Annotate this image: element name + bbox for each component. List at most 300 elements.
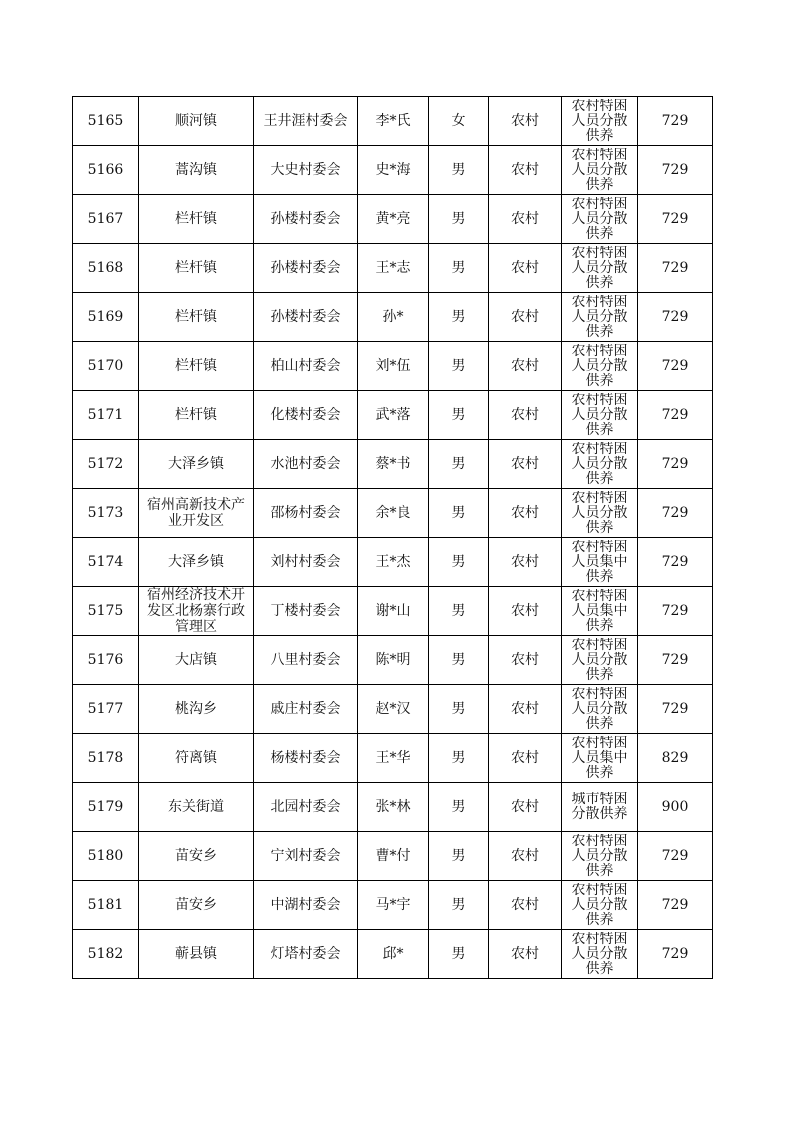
cell-village-committee (254, 587, 358, 636)
cell-serial-number (73, 538, 139, 587)
cell-person-name-text: 邱* (382, 946, 404, 962)
cell-amount (638, 342, 713, 391)
cell-person-name-text: 王*华 (375, 750, 411, 766)
cell-town-text: 蕲县镇 (175, 946, 217, 962)
cell-area-type (489, 97, 562, 146)
cell-support-category-text: 农村特困人员集中供养 (571, 588, 628, 634)
cell-amount-text: 729 (661, 946, 689, 962)
cell-support-category-text: 农村特困人员分散供养 (571, 441, 628, 487)
cell-village-committee-text: 邵杨村委会 (270, 505, 341, 521)
cell-serial-number-text: 5166 (87, 162, 124, 178)
cell-serial-number-text: 5174 (87, 554, 124, 570)
table-row (73, 685, 713, 734)
cell-amount-text: 729 (661, 211, 689, 227)
cell-serial-number-text: 5175 (87, 603, 124, 619)
cell-support-category-text: 农村特困人员分散供养 (571, 833, 628, 879)
cell-serial-number-text: 5182 (87, 946, 124, 962)
cell-person-name-text: 马*宇 (375, 897, 411, 913)
cell-support-category (562, 391, 638, 440)
cell-village-committee (254, 832, 358, 881)
cell-village-committee-text: 北园村委会 (270, 799, 341, 815)
cell-village-committee-text: 丁楼村委会 (270, 603, 341, 619)
cell-amount-text: 729 (661, 897, 689, 913)
cell-serial-number-text: 5165 (87, 113, 124, 129)
cell-support-category-text: 农村特困人员分散供养 (571, 931, 628, 977)
table-row (73, 587, 713, 636)
cell-amount-text: 729 (661, 505, 689, 521)
cell-support-category (562, 930, 638, 979)
cell-area-type-text: 农村 (511, 750, 539, 766)
cell-support-category (562, 293, 638, 342)
cell-amount (638, 195, 713, 244)
cell-serial-number (73, 930, 139, 979)
cell-town-text: 大店镇 (175, 652, 217, 668)
cell-village-committee-text: 灯塔村委会 (270, 946, 341, 962)
cell-town (139, 832, 254, 881)
cell-gender (429, 734, 489, 783)
cell-village-committee (254, 195, 358, 244)
cell-amount-text: 900 (661, 799, 689, 815)
cell-area-type-text: 农村 (511, 113, 539, 129)
table-row (73, 342, 713, 391)
cell-gender (429, 587, 489, 636)
cell-serial-number-text: 5170 (87, 358, 124, 374)
cell-area-type (489, 783, 562, 832)
cell-town-text: 苗安乡 (175, 848, 217, 864)
cell-gender-text: 男 (451, 603, 466, 619)
cell-area-type (489, 146, 562, 195)
cell-person-name (358, 440, 429, 489)
cell-village-committee-text: 柏山村委会 (270, 358, 341, 374)
cell-support-category (562, 881, 638, 930)
cell-gender (429, 930, 489, 979)
cell-person-name-text: 蔡*书 (375, 456, 411, 472)
cell-gender (429, 685, 489, 734)
cell-person-name (358, 832, 429, 881)
cell-serial-number (73, 489, 139, 538)
cell-serial-number (73, 734, 139, 783)
cell-support-category (562, 832, 638, 881)
cell-town (139, 146, 254, 195)
cell-town-text: 大泽乡镇 (168, 456, 224, 472)
cell-support-category (562, 587, 638, 636)
cell-support-category-text: 农村特困人员分散供养 (571, 98, 628, 144)
table-row (73, 489, 713, 538)
cell-person-name (358, 293, 429, 342)
table-row (73, 146, 713, 195)
cell-area-type (489, 930, 562, 979)
cell-support-category-text: 农村特困人员分散供养 (571, 294, 628, 340)
cell-village-committee-text: 水池村委会 (270, 456, 341, 472)
cell-area-type (489, 440, 562, 489)
cell-area-type-text: 农村 (511, 309, 539, 325)
table-row (73, 440, 713, 489)
cell-town-text: 栏杆镇 (175, 309, 217, 325)
cell-person-name (358, 244, 429, 293)
cell-amount-text: 729 (661, 848, 689, 864)
cell-person-name (358, 146, 429, 195)
cell-support-category (562, 489, 638, 538)
cell-gender-text: 男 (451, 554, 466, 570)
cell-amount (638, 636, 713, 685)
cell-person-name-text: 黄*亮 (375, 211, 411, 227)
cell-gender-text: 男 (451, 848, 466, 864)
cell-village-committee-text: 王井涯村委会 (263, 113, 348, 129)
cell-village-committee (254, 881, 358, 930)
cell-person-name-text: 余*良 (375, 505, 411, 521)
cell-gender-text: 男 (451, 309, 466, 325)
cell-support-category (562, 636, 638, 685)
cell-village-committee (254, 146, 358, 195)
cell-village-committee-text: 中湖村委会 (270, 897, 341, 913)
cell-village-committee (254, 685, 358, 734)
cell-serial-number-text: 5173 (87, 505, 124, 521)
cell-serial-number-text: 5167 (87, 211, 124, 227)
cell-town (139, 636, 254, 685)
cell-area-type (489, 244, 562, 293)
cell-support-category-text: 农村特困人员分散供养 (571, 343, 628, 389)
cell-person-name-text: 谢*山 (375, 603, 411, 619)
cell-person-name (358, 734, 429, 783)
cell-amount (638, 930, 713, 979)
cell-support-category-text: 农村特困人员分散供养 (571, 637, 628, 683)
cell-person-name (358, 636, 429, 685)
cell-village-committee-text: 化楼村委会 (270, 407, 341, 423)
table-body (73, 97, 713, 979)
cell-support-category (562, 734, 638, 783)
cell-amount (638, 538, 713, 587)
cell-support-category-text: 城市特困分散供养 (571, 792, 628, 822)
cell-serial-number-text: 5171 (87, 407, 124, 423)
cell-area-type-text: 农村 (511, 358, 539, 374)
cell-gender (429, 489, 489, 538)
cell-village-committee-text: 戚庄村委会 (270, 701, 341, 717)
cell-amount (638, 783, 713, 832)
cell-town-text: 栏杆镇 (175, 358, 217, 374)
table-row (73, 930, 713, 979)
cell-serial-number (73, 685, 139, 734)
cell-amount (638, 244, 713, 293)
cell-village-committee-text: 杨楼村委会 (270, 750, 341, 766)
cell-support-category-text: 农村特困人员集中供养 (571, 539, 628, 585)
cell-person-name-text: 曹*付 (375, 848, 411, 864)
cell-amount (638, 489, 713, 538)
cell-town-text: 栏杆镇 (175, 211, 217, 227)
cell-amount (638, 587, 713, 636)
table-row (73, 832, 713, 881)
cell-person-name-text: 王*志 (375, 260, 411, 276)
cell-person-name (358, 881, 429, 930)
cell-area-type (489, 489, 562, 538)
cell-support-category-text: 农村特困人员分散供养 (571, 245, 628, 291)
cell-town-text: 苗安乡 (175, 897, 217, 913)
cell-village-committee (254, 538, 358, 587)
cell-town (139, 391, 254, 440)
cell-person-name-text: 王*杰 (375, 554, 411, 570)
cell-amount-text: 729 (661, 554, 689, 570)
cell-person-name-text: 孙* (382, 309, 404, 325)
cell-gender-text: 男 (451, 211, 466, 227)
cell-area-type-text: 农村 (511, 603, 539, 619)
cell-town (139, 783, 254, 832)
cell-amount (638, 881, 713, 930)
cell-town (139, 489, 254, 538)
cell-town-text: 宿州高新技术产业开发区 (147, 497, 245, 529)
cell-village-committee (254, 734, 358, 783)
cell-amount (638, 832, 713, 881)
cell-area-type-text: 农村 (511, 505, 539, 521)
cell-serial-number (73, 636, 139, 685)
cell-village-committee-text: 孙楼村委会 (270, 211, 341, 227)
cell-gender (429, 195, 489, 244)
cell-serial-number (73, 97, 139, 146)
table-row (73, 538, 713, 587)
cell-village-committee (254, 244, 358, 293)
cell-support-category (562, 195, 638, 244)
cell-amount-text: 729 (661, 309, 689, 325)
cell-gender (429, 391, 489, 440)
cell-person-name-text: 陈*明 (375, 652, 411, 668)
cell-amount (638, 440, 713, 489)
cell-amount-text: 729 (661, 456, 689, 472)
cell-area-type (489, 391, 562, 440)
cell-town (139, 342, 254, 391)
cell-town (139, 685, 254, 734)
cell-amount (638, 97, 713, 146)
table-row (73, 636, 713, 685)
cell-gender (429, 342, 489, 391)
cell-area-type (489, 587, 562, 636)
cell-amount (638, 391, 713, 440)
cell-village-committee (254, 293, 358, 342)
cell-gender-text: 男 (451, 260, 466, 276)
cell-gender-text: 男 (451, 407, 466, 423)
cell-serial-number-text: 5177 (87, 701, 124, 717)
cell-village-committee (254, 930, 358, 979)
cell-area-type-text: 农村 (511, 260, 539, 276)
cell-person-name (358, 489, 429, 538)
cell-village-committee (254, 489, 358, 538)
cell-support-category-text: 农村特困人员分散供养 (571, 196, 628, 242)
cell-gender (429, 293, 489, 342)
cell-support-category (562, 97, 638, 146)
table-row (73, 783, 713, 832)
cell-amount-text: 729 (661, 162, 689, 178)
cell-gender (429, 440, 489, 489)
cell-serial-number (73, 244, 139, 293)
cell-serial-number (73, 881, 139, 930)
cell-village-committee-text: 八里村委会 (270, 652, 341, 668)
cell-gender-text: 男 (451, 162, 466, 178)
cell-serial-number-text: 5179 (87, 799, 124, 815)
cell-support-category (562, 440, 638, 489)
cell-person-name (358, 97, 429, 146)
cell-town (139, 930, 254, 979)
cell-support-category (562, 538, 638, 587)
table-row (73, 195, 713, 244)
cell-serial-number-text: 5168 (87, 260, 124, 276)
cell-town-text: 大泽乡镇 (168, 554, 224, 570)
cell-town-text: 桃沟乡 (175, 701, 217, 717)
cell-serial-number-text: 5178 (87, 750, 124, 766)
cell-town-text: 符离镇 (175, 750, 217, 766)
cell-area-type-text: 农村 (511, 848, 539, 864)
cell-gender (429, 881, 489, 930)
cell-town-text: 顺河镇 (175, 113, 217, 129)
cell-person-name (358, 195, 429, 244)
cell-support-category-text: 农村特困人员分散供养 (571, 686, 628, 732)
cell-gender (429, 538, 489, 587)
cell-serial-number-text: 5172 (87, 456, 124, 472)
cell-person-name (358, 538, 429, 587)
cell-area-type-text: 农村 (511, 162, 539, 178)
cell-support-category (562, 342, 638, 391)
cell-area-type-text: 农村 (511, 701, 539, 717)
cell-amount (638, 293, 713, 342)
cell-village-committee-text: 宁刘村委会 (270, 848, 341, 864)
cell-town (139, 293, 254, 342)
cell-area-type (489, 342, 562, 391)
cell-serial-number-text: 5176 (87, 652, 124, 668)
cell-area-type (489, 195, 562, 244)
cell-support-category (562, 685, 638, 734)
cell-support-category-text: 农村特困人员集中供养 (571, 735, 628, 781)
cell-village-committee (254, 391, 358, 440)
cell-area-type-text: 农村 (511, 211, 539, 227)
cell-gender-text: 男 (451, 358, 466, 374)
cell-gender (429, 636, 489, 685)
cell-support-category-text: 农村特困人员分散供养 (571, 882, 628, 928)
cell-area-type (489, 685, 562, 734)
cell-person-name-text: 张*林 (375, 799, 411, 815)
cell-serial-number (73, 832, 139, 881)
cell-support-category (562, 146, 638, 195)
cell-area-type (489, 832, 562, 881)
cell-serial-number (73, 293, 139, 342)
cell-town-text: 东关街道 (168, 799, 224, 815)
cell-serial-number (73, 342, 139, 391)
cell-person-name-text: 赵*汉 (375, 701, 411, 717)
cell-amount-text: 729 (661, 652, 689, 668)
cell-town (139, 734, 254, 783)
cell-amount (638, 734, 713, 783)
cell-person-name-text: 刘*伍 (375, 358, 411, 374)
cell-person-name-text: 李*氏 (375, 113, 411, 129)
cell-area-type (489, 293, 562, 342)
cell-village-committee (254, 783, 358, 832)
cell-area-type (489, 538, 562, 587)
cell-gender-text: 男 (451, 456, 466, 472)
cell-serial-number (73, 391, 139, 440)
cell-support-category-text: 农村特困人员分散供养 (571, 147, 628, 193)
cell-serial-number (73, 783, 139, 832)
cell-person-name (358, 391, 429, 440)
cell-person-name (358, 783, 429, 832)
cell-gender-text: 女 (451, 113, 466, 129)
cell-area-type (489, 636, 562, 685)
cell-amount-text: 729 (661, 701, 689, 717)
cell-serial-number (73, 587, 139, 636)
table-row (73, 734, 713, 783)
cell-amount-text: 729 (661, 358, 689, 374)
cell-person-name (358, 685, 429, 734)
cell-village-committee-text: 刘村村委会 (270, 554, 341, 570)
cell-support-category-text: 农村特困人员分散供养 (571, 392, 628, 438)
cell-amount (638, 146, 713, 195)
cell-town (139, 440, 254, 489)
cell-amount-text: 729 (661, 113, 689, 129)
cell-village-committee (254, 440, 358, 489)
cell-town (139, 244, 254, 293)
cell-area-type-text: 农村 (511, 456, 539, 472)
beneficiary-table (72, 96, 713, 979)
cell-gender-text: 男 (451, 652, 466, 668)
table-row (73, 293, 713, 342)
cell-village-committee (254, 342, 358, 391)
cell-town (139, 587, 254, 636)
cell-gender-text: 男 (451, 701, 466, 717)
cell-gender (429, 832, 489, 881)
cell-area-type-text: 农村 (511, 946, 539, 962)
cell-serial-number (73, 440, 139, 489)
cell-town-text: 宿州经济技术开发区北杨寨行政管理区 (147, 587, 245, 635)
cell-gender (429, 97, 489, 146)
cell-amount-text: 729 (661, 407, 689, 423)
cell-person-name-text: 史*海 (375, 162, 411, 178)
table-row (73, 244, 713, 293)
cell-area-type (489, 734, 562, 783)
cell-amount (638, 685, 713, 734)
cell-area-type (489, 881, 562, 930)
cell-gender-text: 男 (451, 799, 466, 815)
cell-town (139, 538, 254, 587)
cell-village-committee-text: 孙楼村委会 (270, 260, 341, 276)
cell-area-type-text: 农村 (511, 897, 539, 913)
cell-support-category (562, 783, 638, 832)
cell-town (139, 97, 254, 146)
cell-area-type-text: 农村 (511, 652, 539, 668)
cell-town (139, 881, 254, 930)
cell-support-category (562, 244, 638, 293)
cell-village-committee-text: 大史村委会 (270, 162, 341, 178)
cell-person-name-text: 武*落 (375, 407, 411, 423)
cell-village-committee (254, 97, 358, 146)
table-row (73, 391, 713, 440)
cell-serial-number-text: 5181 (87, 897, 124, 913)
cell-gender-text: 男 (451, 505, 466, 521)
cell-amount-text: 729 (661, 260, 689, 276)
cell-person-name (358, 587, 429, 636)
cell-gender (429, 783, 489, 832)
cell-person-name (358, 342, 429, 391)
cell-gender-text: 男 (451, 897, 466, 913)
cell-area-type-text: 农村 (511, 554, 539, 570)
cell-serial-number (73, 146, 139, 195)
cell-area-type-text: 农村 (511, 407, 539, 423)
cell-gender-text: 男 (451, 946, 466, 962)
cell-town-text: 栏杆镇 (175, 260, 217, 276)
cell-gender-text: 男 (451, 750, 466, 766)
cell-gender (429, 146, 489, 195)
table-row (73, 881, 713, 930)
cell-amount-text: 729 (661, 603, 689, 619)
cell-gender (429, 244, 489, 293)
cell-town-text: 蒿沟镇 (175, 162, 217, 178)
cell-amount-text: 829 (661, 750, 689, 766)
cell-town-text: 栏杆镇 (175, 407, 217, 423)
table-row (73, 97, 713, 146)
cell-village-committee-text: 孙楼村委会 (270, 309, 341, 325)
